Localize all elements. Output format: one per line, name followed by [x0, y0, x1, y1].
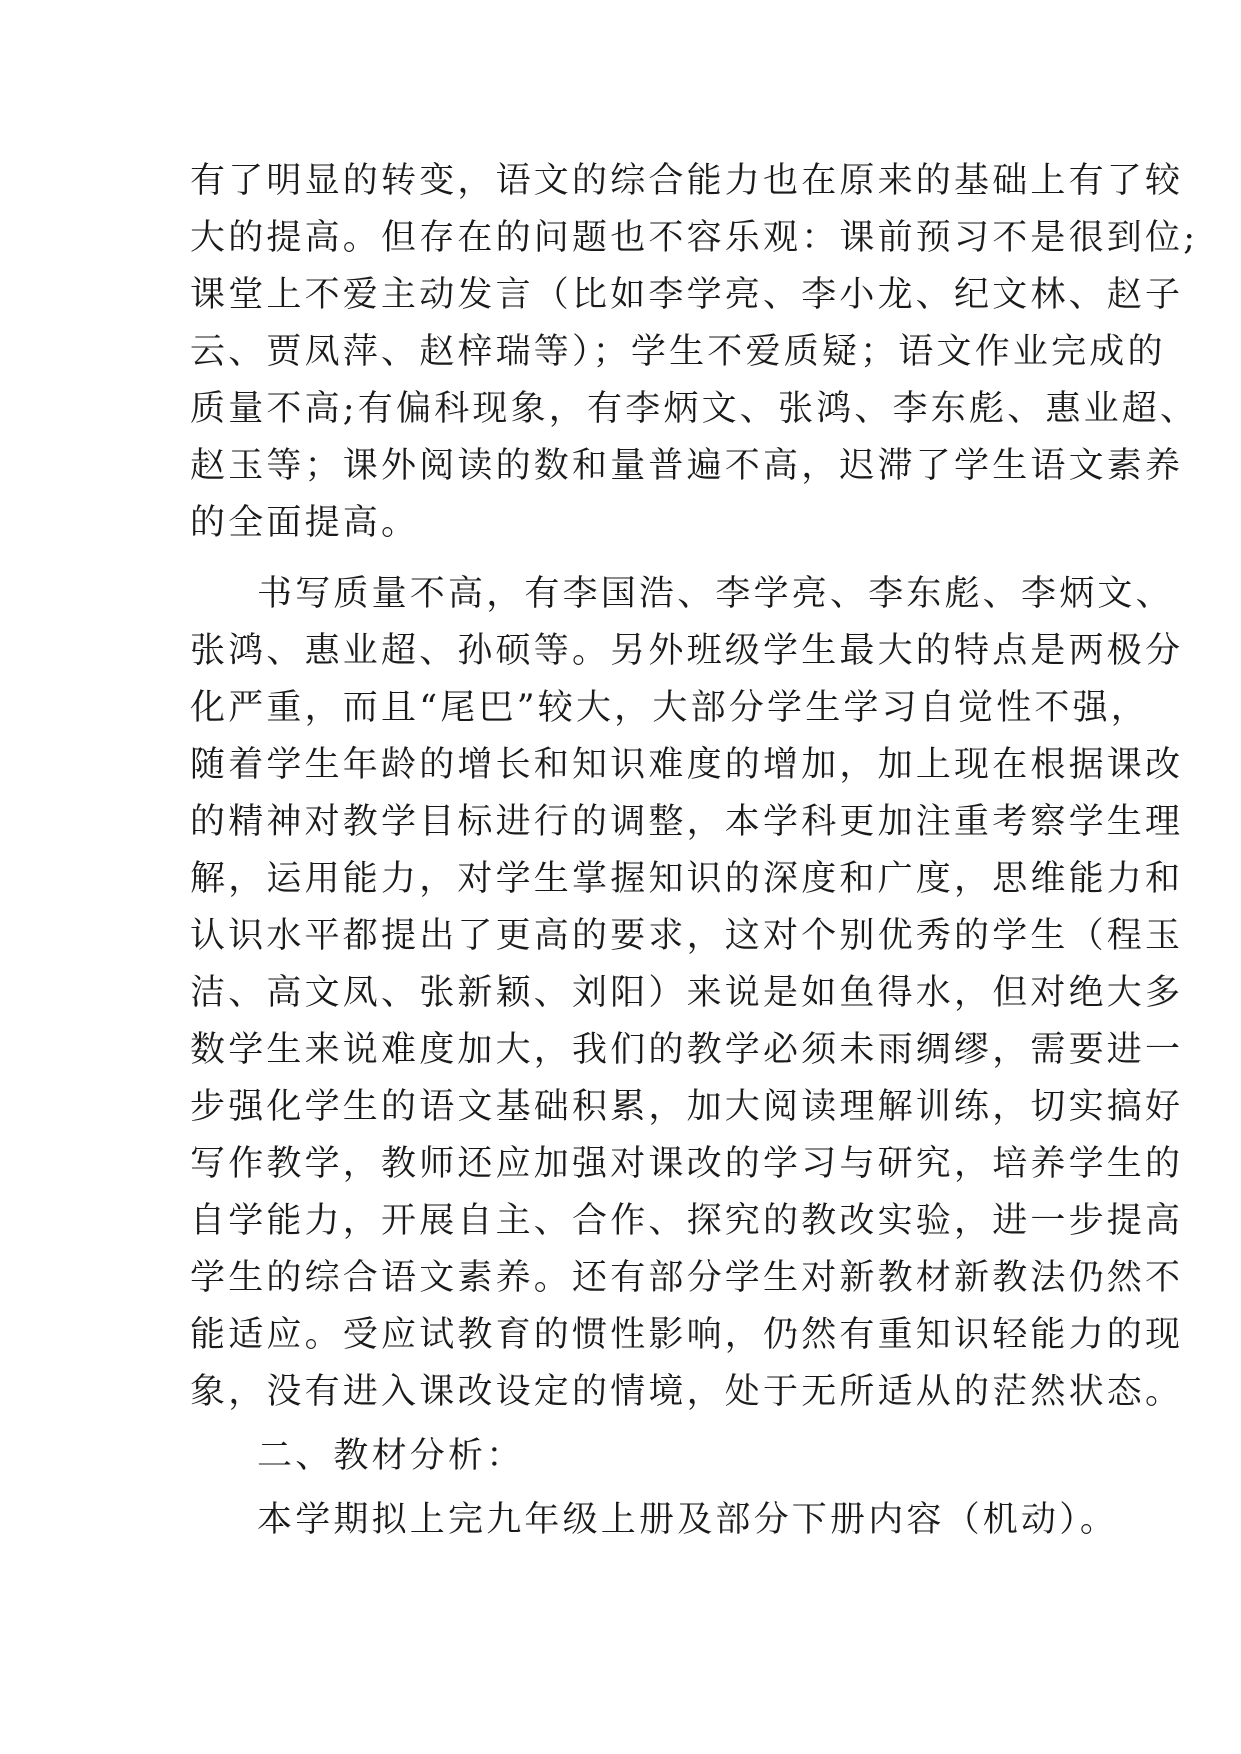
paragraph-line: 解，运用能力，对学生掌握知识的深度和广度，思维能力和 [190, 859, 1184, 899]
paragraph-line: 自学能力，开展自主、合作、探究的教改实验，进一步提高 [190, 1201, 1184, 1241]
paragraph-line: 云、贾凤萍、赵梓瑞等）；学生不爱质疑；语文作业完成的 [190, 332, 1166, 372]
paragraph-line: 学生的综合语文素养。还有部分学生对新教材新教法仍然不 [190, 1258, 1184, 1298]
paragraph-line: 能适应。受应试教育的惯性影响，仍然有重知识轻能力的现 [190, 1315, 1184, 1355]
paragraph-line: 书写质量不高，有李国浩、李学亮、李东彪、李炳文、 [257, 574, 1174, 614]
paragraph-line: 有了明显的转变，语文的综合能力也在原来的基础上有了较 [190, 161, 1184, 201]
paragraph-line: 课堂上不爱主动发言（比如李学亮、李小龙、纪文林、赵子 [190, 275, 1184, 315]
section-heading: 二、教材分析： [257, 1436, 525, 1476]
paragraph-line: 洁、高文凤、张新颖、刘阳）来说是如鱼得水，但对绝大多 [190, 973, 1184, 1013]
paragraph-line: 大的提高。但存在的问题也不容乐观：课前预习不是很到位; [190, 218, 1199, 258]
paragraph-line: 数学生来说难度加大，我们的教学必须未雨绸缪，需要进一 [190, 1030, 1184, 1070]
paragraph-line: 质量不高;有偏科现象，有李炳文、张鸿、李东彪、惠业超、 [190, 389, 1199, 429]
paragraph-line: 本学期拟上完九年级上册及部分下册内容（机动）。 [257, 1500, 1119, 1540]
paragraph-line: 的全面提高。 [190, 503, 420, 543]
paragraph-line: 认识水平都提出了更高的要求，这对个别优秀的学生（程玉 [190, 916, 1184, 956]
paragraph-line: 张鸿、惠业超、孙硕等。另外班级学生最大的特点是两极分 [190, 631, 1184, 671]
paragraph-line: 随着学生年龄的增长和知识难度的增加，加上现在根据课改 [190, 745, 1184, 785]
paragraph-line: 步强化学生的语文基础积累，加大阅读理解训练，切实搞好 [190, 1087, 1184, 1127]
paragraph-line: 的精神对教学目标进行的调整，本学科更加注重考察学生理 [190, 802, 1184, 842]
paragraph-line: 写作教学，教师还应加强对课改的学习与研究，培养学生的 [190, 1144, 1184, 1184]
paragraph-line: 化严重，而且“尾巴”较大，大部分学生学习自觉性不强， [190, 688, 1149, 728]
paragraph-line: 象，没有进入课改设定的情境，处于无所适从的茫然状态。 [190, 1372, 1184, 1412]
paragraph-line: 赵玉等；课外阅读的数和量普遍不高，迟滞了学生语文素养 [190, 446, 1184, 486]
